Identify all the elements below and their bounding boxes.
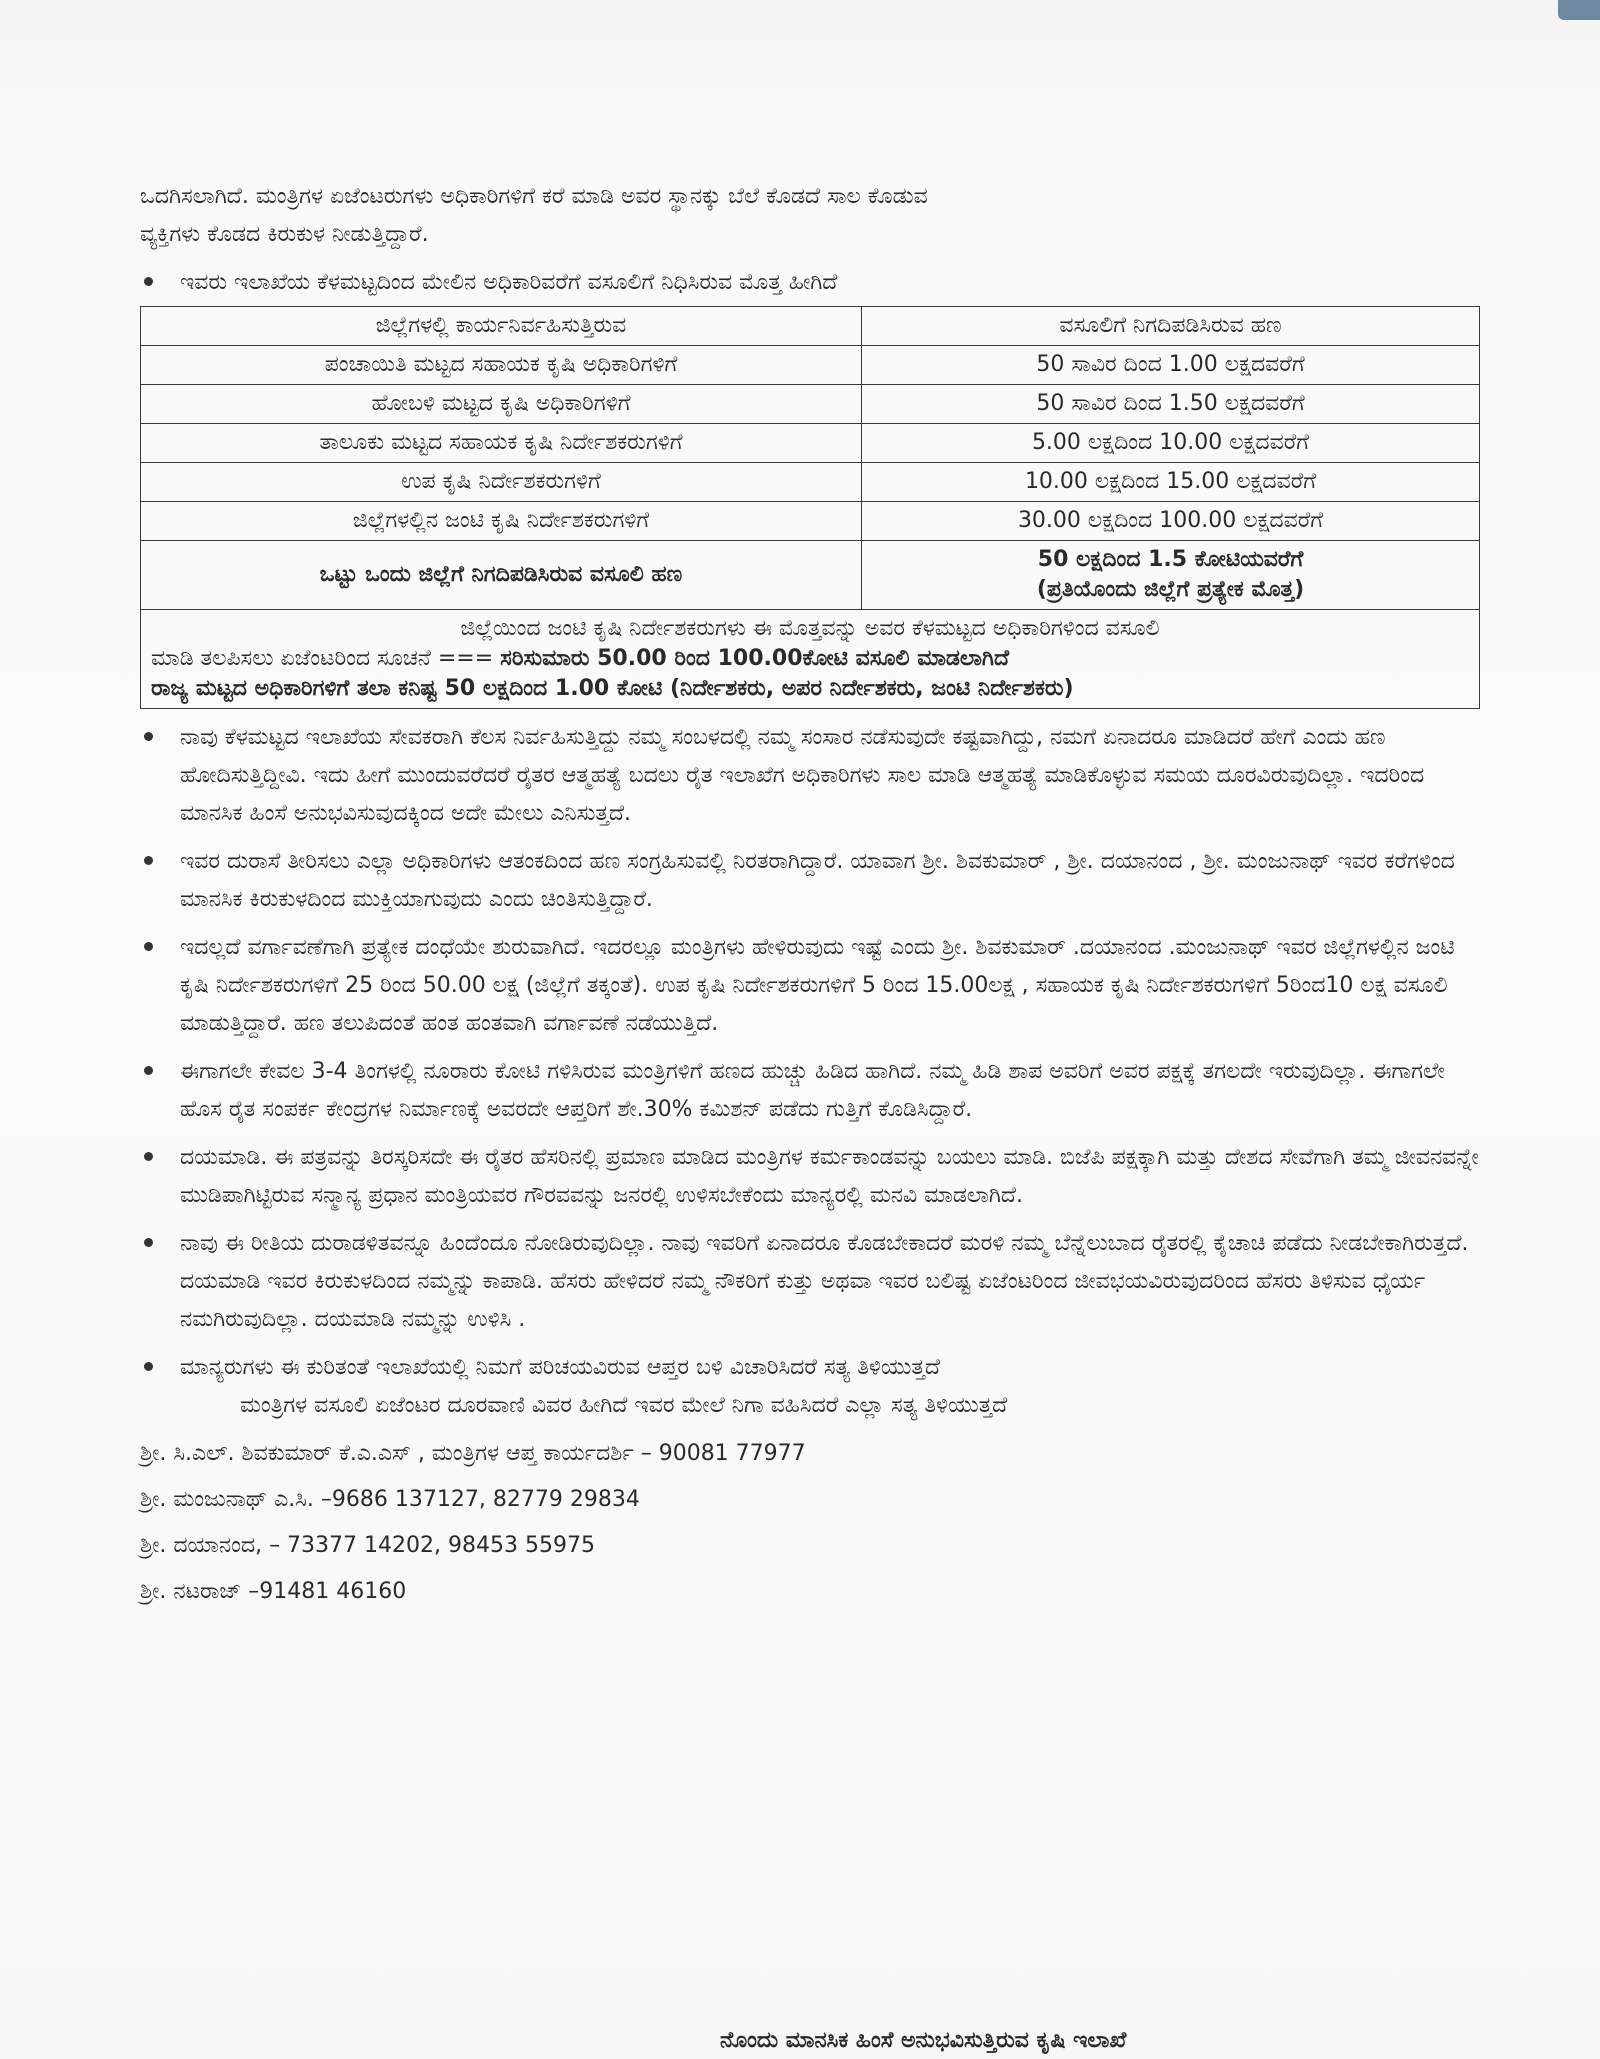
paragraph-text: ನಾವು ಈ ರೀತಿಯ ದುರಾಡಳಿತವನ್ನೂ ಹಿಂದೆಂದೂ ನೋಡಿರುವುದಿಲ್ಲಾ. ನಾವು ಇವರಿಗೆ ಏನಾದರೂ ಕೊಡಬೇಕಾದರೆ ಮರಳಿ ನಮ್ಮ ಬೆನ್ನೆಲುಬಾದ ರೈತರಲ್ಲಿ ಕೈಚಾಚಿ ಪಡೆದು ನೀಡಬೇಕಾಗಿರುತ್ತದೆ. ದಯಮಾಡಿ ಇವರ ಕಿರುಕುಳದಿಂದ ನಮ್ಮನ್ನು ಕಾಪಾಡಿ. ಹೆಸರು ಹೇಳಿದರೆ ನಮ್ಮ ನೌಕರಿಗೆ ಕುತ್ತು ಅಥವಾ ಇವರ ಬಲಿಷ್ಟ ಏಜೆಂಟರಿಂದ ಜೀವಭಯವಿರುವುದರಿಂದ ಹೆಸರು ತಿಳಿಸುವ ಧೈರ್ಯ ನಮಗಿರುವುದಿಲ್ಲಾ. ದಯಮಾಡಿ ನಮ್ಮನ್ನು ಉಳಿಸಿ . [180,1231,1469,1332]
note-line-2b: ಸರಿಸುಮಾರು 50.00 ರಿಂದ 100.00ಕೋಟಿ ವಸೂಲಿ ಮಾಡಲಾಗಿದೆ [500,646,1010,671]
table-total-row [141,541,1480,610]
paragraph-item [140,1139,1480,1215]
bullet-icon [144,732,153,741]
intro-line-1: ಒದಗಿಸಲಾಗಿದೆ. ಮಂತ್ರಿಗಳ ಏಜೆಂಟರುಗಳು ಅಧಿಕಾರಿಗಳಿಗೆ ಕರೆ ಮಾಡಿ ಅವರ ಸ್ಥಾನಕ್ಕು ಬೆಲೆ ಕೊಡದೆ ಸಾಲ ಕೊಡುವ [140,184,928,209]
note-line-1: ಜಿಲ್ಲೆಯಿಂದ ಜಂಟಿ ಕೃಷಿ ನಿರ್ದೇಶಕರುಗಳು ಈ ಮೊತ್ತವನ್ನು ಅವರ ಕೆಳಮಟ್ಟದ ಅಧಿಕಾರಿಗಳಿಂದ ವಸೂಲಿ [460,616,1160,641]
table-row [141,424,1480,463]
note-line-3: ರಾಜ್ಯ ಮಟ್ಟದ ಅಧಿಕಾರಿಗಳಿಗೆ ತಲಾ ಕನಿಷ್ಟ 50 ಲಕ್ಷದಿಂದ 1.00 ಕೋಟಿ (ನಿರ್ದೇಶಕರು, ಅಪರ ನಿರ್ದೇಶಕರು, ಜಂಟಿ ನಿರ್ದೇಶಕರು) [151,676,1074,701]
bullet-icon [144,1152,153,1161]
contact-line: ಶ್ರೀ. ನಟರಾಜ್ –91481 46160 [140,1579,407,1604]
note-line-2 [151,644,1469,674]
bullet-icon [144,1238,153,1247]
paragraph-item [140,843,1480,919]
contact-intro-line-2: ಮಂತ್ರಿಗಳ ವಸೂಲಿ ಏಜೆಂಟರ ದೂರವಾಣಿ ವಿವರ ಹೀಗಿದೆ ಇವರ ಮೇಲೆ ನಿಗಾ ವಹಿಸಿದರೆ ಎಲ್ಲಾ ಸತ್ಯ ತಿಳಿಯುತ್ತದೆ [240,1393,1008,1418]
table-cell-amount: 50 ಸಾವಿರ ದಿಂದ 1.50 ಲಕ್ಷದವರೆಗೆ [862,385,1480,424]
paragraph-text: ನಾವು ಕೆಳಮಟ್ಟದ ಇಲಾಖೆಯ ಸೇವಕರಾಗಿ ಕೆಲಸ ನಿರ್ವಹಿಸುತ್ತಿದ್ದು ನಮ್ಮ ಸಂಬಳದಲ್ಲಿ ನಮ್ಮ ಸಂಸಾರ ನಡೆಸುವುದೇ ಕಷ್ಟವಾಗಿದ್ದು, ನಮಗೆ ಏನಾದರೂ ಮಾಡಿದರೆ ಹೇಗೆ ಎಂದು ಹಣ ಹೋದಿಸುತ್ತಿದ್ದೀವಿ. ಇದು ಹೀಗೆ ಮುಂದುವರೆದರೆ ರೈತರ ಆತ್ಮಹತ್ಯೆ ಬದಲು ರೈತ ಇಲಾಖೆಗ ಅಧಿಕಾರಿಗಳು ಸಾಲ ಮಾಡಿ ಆತ್ಮಹತ್ಯೆ ಮಾಡಿಕೊಳ್ಳುವ ಸಮಯ ದೂರವಿರುವುದಿಲ್ಲಾ. ಇದರಿಂದ ಮಾನಸಿಕ ಹಿಂಸೆ ಅನುಭವಿಸುವುದಕ್ಕಿಂದ ಅದೇ ಮೇಲು ಎನಿಸುತ್ತದೆ. [180,725,1425,826]
contact-line: ಶ್ರೀ. ಸಿ.ಎಲ್. ಶಿವಕುಮಾರ್ ಕೆ.ಎ.ಎಸ್ , ಮಂತ್ರಿಗಳ ಆಪ್ತ ಕಾರ್ಯದರ್ಶಿ – 90081 77977 [140,1441,806,1466]
table-row [141,463,1480,502]
bullet-icon [144,856,153,865]
table-cell-role: ತಾಲೂಕು ಮಟ್ಟದ ಸಹಾಯಕ ಕೃಷಿ ನಿರ್ದೇಶಕರುಗಳಿಗೆ [141,424,862,463]
paragraph-item [140,1053,1480,1129]
bullet-icon [144,277,153,286]
contact-line: ಶ್ರೀ. ಮಂಜುನಾಥ್ ಎ.ಸಿ. –9686 137127, 82779 29834 [140,1487,640,1512]
dues-table [140,306,1480,709]
bullet-icon [144,1066,153,1075]
table-total-label: ಒಟ್ಟು ಒಂದು ಜಿಲ್ಲೆಗೆ ನಿಗದಿಪಡಿಸಿರುವ ವಸೂಲಿ ಹಣ [141,541,862,610]
paragraph-text: ದಯಮಾಡಿ. ಈ ಪತ್ರವನ್ನು ತಿರಸ್ಕರಿಸದೇ ಈ ರೈತರ ಹೆಸರಿನಲ್ಲಿ ಪ್ರಮಾಣ ಮಾಡಿದ ಮಂತ್ರಿಗಳ ಕರ್ಮಕಾಂಡವನ್ನು ಬಯಲು ಮಾಡಿ. ಬಿಜೆಪಿ ಪಕ್ಷಕ್ಕಾಗಿ ಮತ್ತು ದೇಶದ ಸೇವೆಗಾಗಿ ತಮ್ಮ ಜೀವನವನ್ನೇ ಮುಡಿಪಾಗಿಟ್ಟಿರುವ ಸನ್ಮಾನ್ಯ ಪ್ರಧಾನ ಮಂತ್ರಿಯವರ ಗೌರವವನ್ನು ಜನರಲ್ಲಿ ಉಳಿಸಬೇಕೆಂದು ಮಾನ್ಯರಲ್ಲಿ ಮನವಿ ಮಾಡಲಾಗಿದೆ. [180,1145,1479,1208]
total-value-note: (ಪ್ರತಿಯೊಂದು ಜಿಲ್ಲೆಗೆ ಪ್ರತ್ಯೇಕ ಮೊತ್ತ) [1036,577,1305,602]
table-row [141,346,1480,385]
paragraph-text: ಈಗಾಗಲೇ ಕೇವಲ 3-4 ತಿಂಗಳಲ್ಲಿ ನೂರಾರು ಕೋಟಿ ಗಳಿಸಿರುವ ಮಂತ್ರಿಗಳಿಗೆ ಹಣದ ಹುಚ್ಚು ಹಿಡಿದ ಹಾಗಿದೆ. ನಮ್ಮ ಹಿಡಿ ಶಾಪ ಅವರಿಗೆ ಅವರ ಪಕ್ಷಕ್ಕೆ ತಗಲದೇ ಇರುವುದಿಲ್ಲಾ. ಈಗಾಗಲೇ ಹೊಸ ರೈತ ಸಂಪರ್ಕ ಕೇಂದ್ರಗಳ ನಿರ್ಮಾಣಕ್ಕೆ ಅವರದೇ ಆಪ್ತರಿಗೆ ಶೇ.30% ಕಮಿಶನ್ ಪಡೆದು ಗುತ್ತಿಗೆ ಕೊಡಿಸಿದ್ದಾರೆ. [180,1059,1445,1122]
table-cell-role: ಉಪ ಕೃಷಿ ನಿರ್ದೇಶಕರುಗಳಿಗೆ [141,463,862,502]
contact-line: ಶ್ರೀ. ದಯಾನಂದ, – 73377 14202, 98453 55975 [140,1533,595,1558]
page-corner-tab [1558,0,1600,20]
table-cell-amount: 30.00 ಲಕ್ಷದಿಂದ 100.00 ಲಕ್ಷದವರೆಗೆ [862,502,1480,541]
paragraph-item [140,1225,1480,1339]
table-cell-role: ಜಿಲ್ಲೆಗಳಲ್ಲಿನ ಜಂಟಿ ಕೃಷಿ ನಿರ್ದೇಶಕರುಗಳಿಗೆ [141,502,862,541]
paragraph-item [140,929,1480,1043]
note-line-2a: ಮಾಡಿ ತಲಪಿಸಲು ಏಜೆಂಟರಿಂದ ಸೂಚನೆ === [151,646,501,671]
table-row [141,385,1480,424]
intro-line-2: ವ್ಯಕ್ತಿಗಳು ಕೊಡದ ಕಿರುಕುಳ ನೀಡುತ್ತಿದ್ದಾರೆ. [140,222,429,247]
contact-intro-item [140,1349,1480,1425]
table-cell-role: ಪಂಚಾಯಿತಿ ಮಟ್ಟದ ಸಹಾಯಕ ಕೃಷಿ ಅಧಿಕಾರಿಗಳಿಗೆ [141,346,862,385]
contact-list [140,1431,1480,1615]
table-total-value [862,541,1480,610]
letter-body [140,178,1480,1615]
total-value-text: 50 ಲಕ್ಷದಿಂದ 1.5 ಕೋಟಿಯವರೆಗೆ [1037,547,1304,572]
table-cell-amount: 5.00 ಲಕ್ಷದಿಂದ 10.00 ಲಕ್ಷದವರೆಗೆ [862,424,1480,463]
table-cell-amount: 50 ಸಾವಿರ ದಿಂದ 1.00 ಲಕ್ಷದವರೆಗೆ [862,346,1480,385]
bullet-icon [144,1362,153,1371]
table-header-cell: ವಸೂಲಿಗೆ ನಿಗದಿಪಡಿಸಿರುವ ಹಣ [862,307,1480,346]
table-header-row [141,307,1480,346]
contact-intro-line-1: ಮಾನ್ಯರುಗಳು ಈ ಕುರಿತಂತೆ ಇಲಾಖೆಯಲ್ಲಿ ನಿಮಗೆ ಪರಿಚಯವಿರುವ ಆಪ್ತರ ಬಳಿ ವಿಚಾರಿಸಿದರೆ ಸತ್ಯ ತಿಳಿಯುತ್ತದೆ [180,1355,941,1380]
table-cell-role: ಹೋಬಳಿ ಮಟ್ಟದ ಕೃಷಿ ಅಧಿಕಾರಿಗಳಿಗೆ [141,385,862,424]
table-note-cell [141,610,1480,709]
table-lead-item [140,264,1480,302]
bullet-icon [144,942,153,951]
paragraph-item [140,719,1480,833]
table-row [141,502,1480,541]
table-lead-text: ಇವರು ಇಲಾಖೆಯ ಕೆಳಮಟ್ಟದಿಂದ ಮೇಲಿನ ಅಧಿಕಾರಿವರೆಗೆ ವಸೂಲಿಗೆ ನಿಧಿಸಿರುವ ಮೊತ್ತ ಹೀಗಿದೆ [180,270,838,295]
table-note-row [141,610,1480,709]
table-header-cell: ಜಿಲ್ಲೆಗಳಲ್ಲಿ ಕಾರ್ಯನಿರ್ವಹಿಸುತ್ತಿರುವ [141,307,862,346]
signature-line: ನೊಂದು ಮಾನಸಿಕ ಹಿಂಸೆ ಅನುಭವಿಸುತ್ತಿರುವ ಕೃಷಿ ಇಲಾಖೆ [720,2028,1127,2053]
paragraph-text: ಇವರ ದುರಾಸೆ ತೀರಿಸಲು ಎಲ್ಲಾ ಅಧಿಕಾರಿಗಳು ಆತಂಕದಿಂದ ಹಣ ಸಂಗ್ರಹಿಸುವಲ್ಲಿ ನಿರತರಾಗಿದ್ದಾರೆ. ಯಾವಾಗ ಶ್ರೀ. ಶಿವಕುಮಾರ್ , ಶ್ರೀ. ದಯಾನಂದ , ಶ್ರೀ. ಮಂಜುನಾಥ್ ಇವರ ಕರೆಗಳಿಂದ ಮಾನಸಿಕ ಕಿರುಕುಳದಿಂದ ಮುಕ್ತಿಯಾಗುವುದು ಎಂದು ಚಿಂತಿಸುತ್ತಿದ್ದಾರೆ. [180,849,1455,912]
table-cell-amount: 10.00 ಲಕ್ಷದಿಂದ 15.00 ಲಕ್ಷದವರೆಗೆ [862,463,1480,502]
paragraph-text: ಇದಲ್ಲದೆ ವರ್ಗಾವಣೆಗಾಗಿ ಪ್ರತ್ಯೇಕ ದಂಧೆಯೇ ಶುರುವಾಗಿದೆ. ಇದರಲ್ಲೂ ಮಂತ್ರಿಗಳು ಹೇಳಿರುವುದು ಇಷ್ಟೆ ಎಂದು ಶ್ರೀ. ಶಿವಕುಮಾರ್ .ದಯಾನಂದ .ಮಂಜುನಾಥ್ ಇವರ ಜಿಲ್ಲೆಗಳಲ್ಲಿನ ಜಂಟಿ ಕೃಷಿ ನಿರ್ದೇಶಕರುಗಳಿಗೆ 25 ರಿಂದ 50.00 ಲಕ್ಷ (ಜಿಲ್ಲೆಗೆ ತಕ್ಕಂತೆ). ಉಪ ಕೃಷಿ ನಿರ್ದೇಶಕರುಗಳಿಗೆ 5 ರಿಂದ 15.00ಲಕ್ಷ , ಸಹಾಯಕ ಕೃಷಿ ನಿರ್ದೇಶಕರುಗಳಿಗೆ 5ರಿಂದ10 ಲಕ್ಷ ವಸೂಲಿ ಮಾಡುತ್ತಿದ್ದಾರೆ. ಹಣ ತಲುಪಿದಂತೆ ಹಂತ ಹಂತವಾಗಿ ವರ್ಗಾವಣೆ ನಡೆಯುತ್ತಿದೆ. [180,935,1455,1036]
